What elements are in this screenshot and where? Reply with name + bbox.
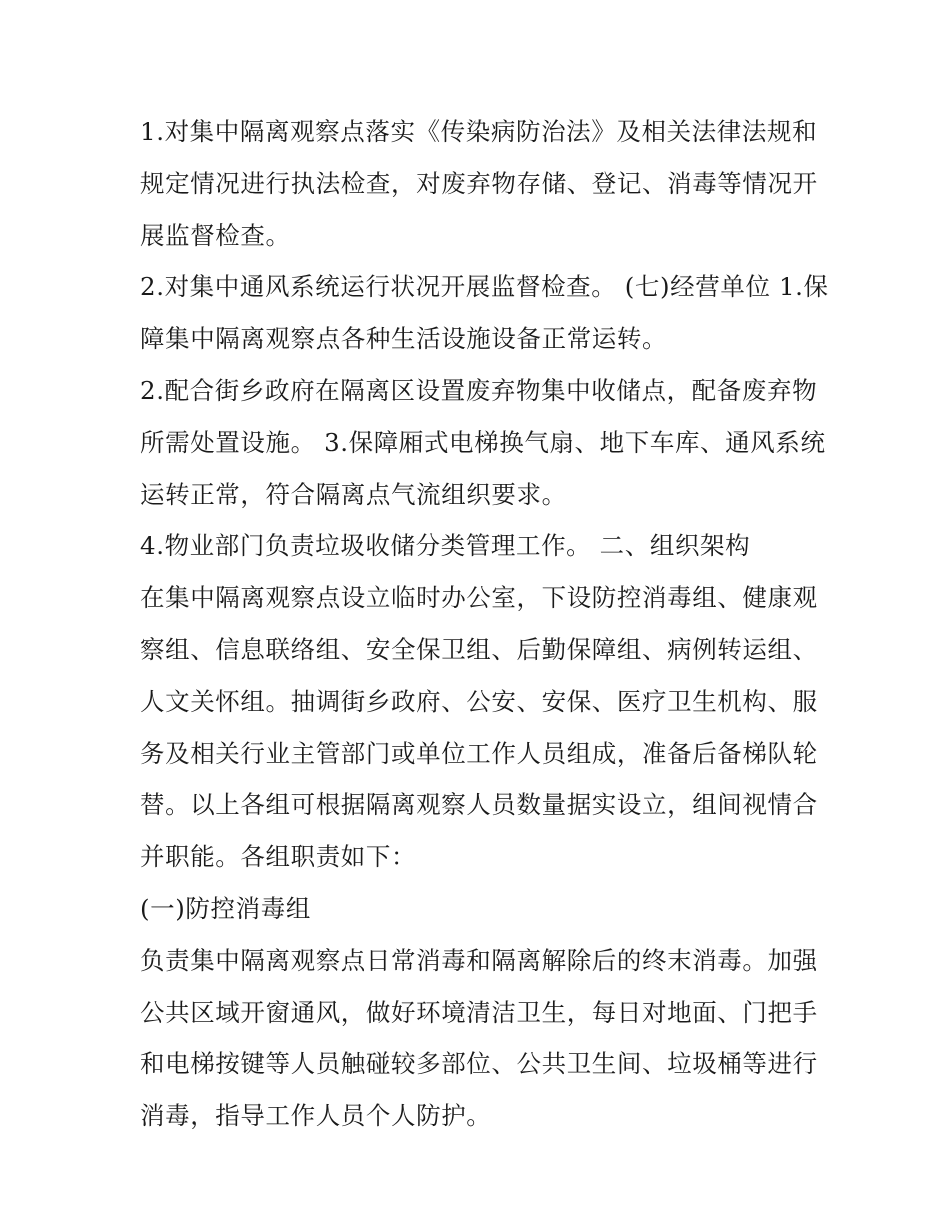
text-line: 在集中隔离观察点设立临时办公室，下设防控消毒组、健康观 [140,583,818,613]
document-body [140,106,830,1142]
text-line: 负责集中隔离观察点日常消毒和隔离解除后的终末消毒。加强 [140,945,818,975]
text-line: 察组、信息联络组、安全保卫组、后勤保障组、病例转运组、 [140,634,818,664]
text-line: 公共区域开窗通风，做好环境清洁卫生，每日对地面、门把手 [140,997,818,1027]
text-line: 2.配合街乡政府在隔离区设置废弃物集中收储点，配备废弃物 [140,375,818,405]
section-heading: (一)防控消毒组 [140,893,311,923]
text-line: 并职能。各组职责如下： [140,842,417,872]
text-line: 人文关怀组。抽调街乡政府、公安、安保、医疗卫生机构、服 [140,686,818,716]
text-line: 所需处置设施。 3.保障厢式电梯换气扇、地下车库、通风系统 [140,427,826,457]
text-line: 运转正常，符合隔离点气流组织要求。 [140,479,567,509]
text-line: 消毒，指导工作人员个人防护。 [140,1101,492,1131]
text-line: 替。以上各组可根据隔离观察人员数量据实设立，组间视情合 [140,790,818,820]
text-line: 障集中隔离观察点各种生活设施设备正常运转。 [140,324,668,354]
text-line: 务及相关行业主管部门或单位工作人员组成，准备后备梯队轮 [140,738,818,768]
text-line: 2.对集中通风系统运行状况开展监督检查。 (七)经营单位 1.保 [140,272,829,302]
text-line: 4.物业部门负责垃圾收储分类管理工作。 二、组织架构 [140,531,751,561]
text-line: 规定情况进行执法检查，对废弃物存储、登记、消毒等情况开 [140,168,818,198]
text-line: 和电梯按键等人员触碰较多部位、公共卫生间、垃圾桶等进行 [140,1049,818,1079]
text-line: 1.对集中隔离观察点落实《传染病防治法》及相关法律法规和 [140,117,818,146]
text-line: 展监督检查。 [140,220,291,250]
